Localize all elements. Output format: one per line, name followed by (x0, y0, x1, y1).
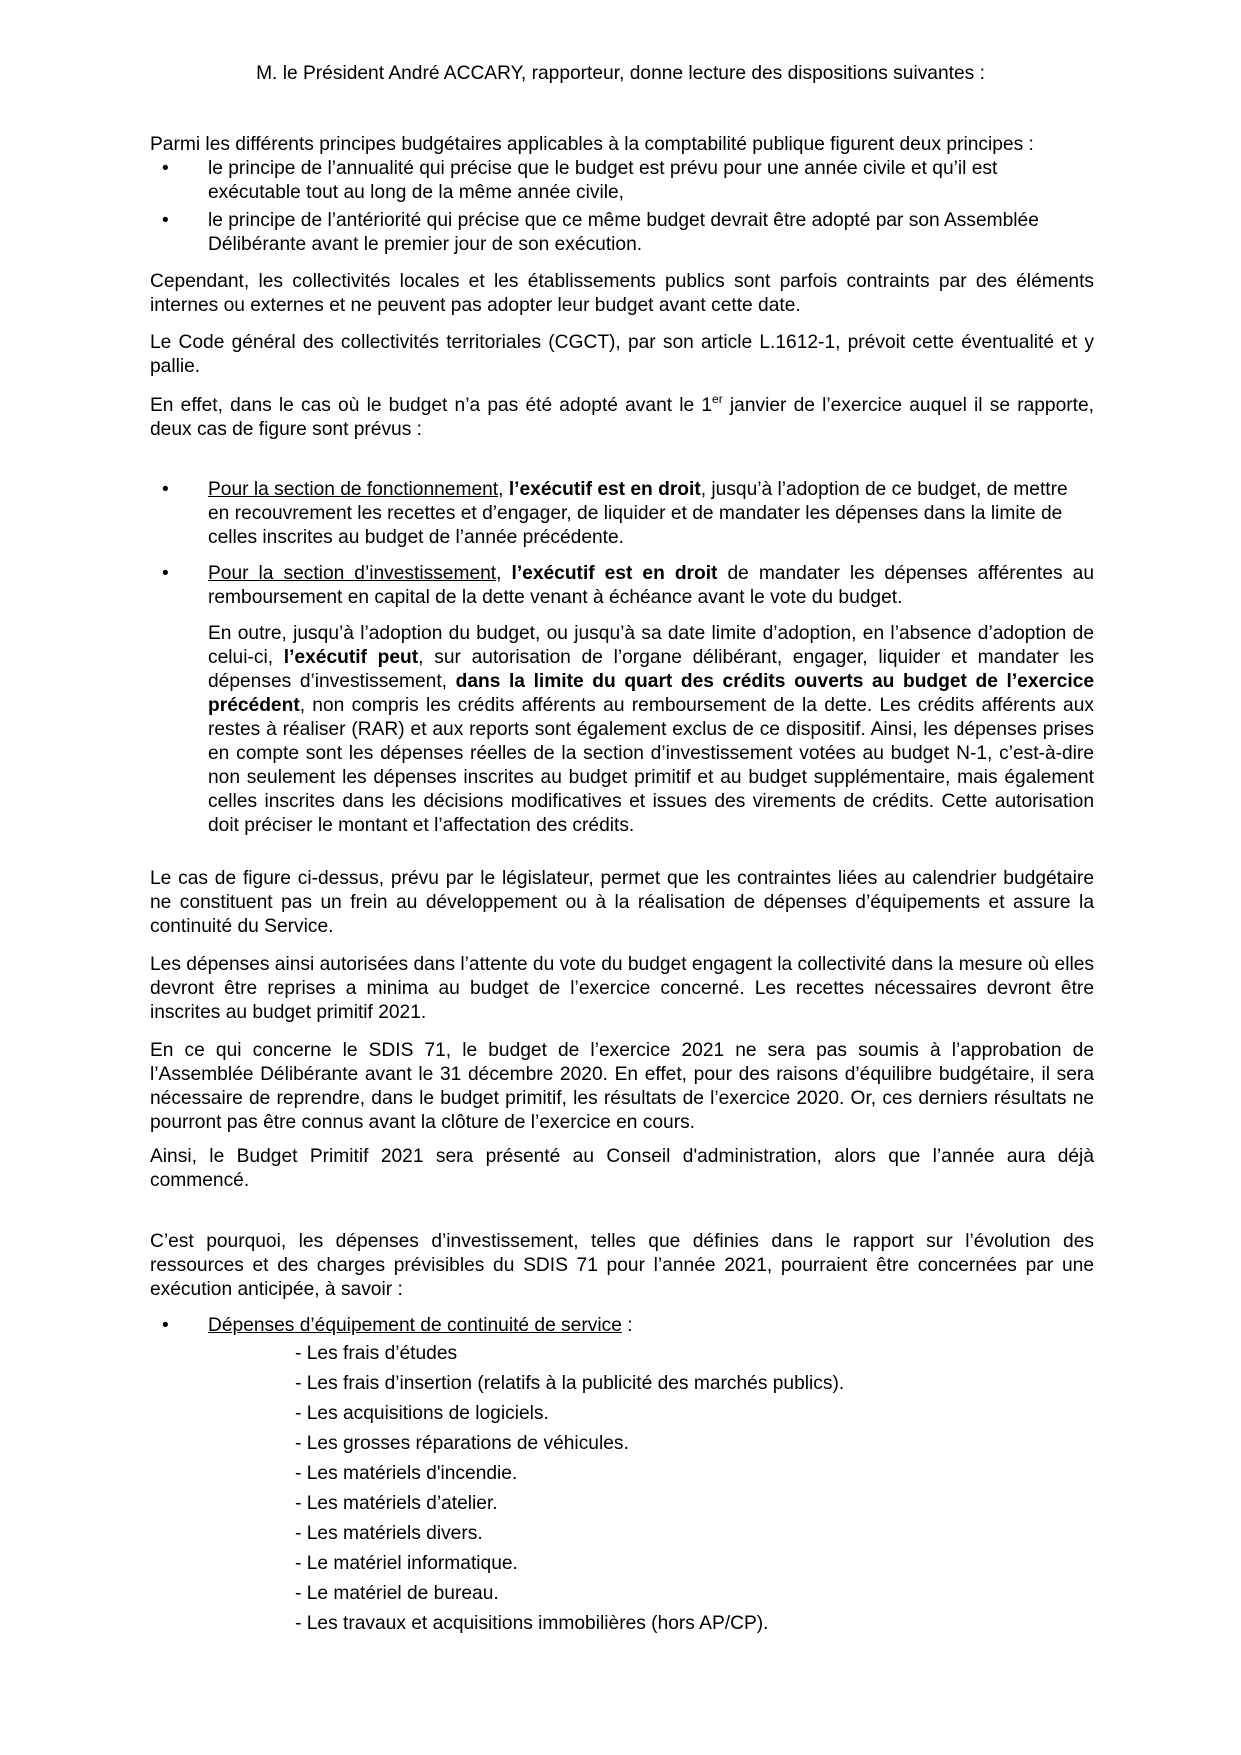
equipment-item: - Les grosses réparations de véhicules. (295, 1433, 629, 1454)
case-fonctionnement: Pour la section de fonctionnement, l’exécutif est en droit, jusqu’à l’adoption de ce budget, de mettre en recouvrement les recettes et d’engager, de liquider et de mandater les dépenses dans la limite de celles inscrites au budget de l’année précédente. (208, 479, 1068, 548)
paragraph-depenses-autorisees: Les dépenses ainsi autorisées dans l’attente du vote du budget engagent la collectivité dans la mesure où elles devront être reprises a minima au budget de l’exercice concerné. Les recettes nécessaires devront être inscrites au budget primitif 2021. (150, 954, 1095, 1023)
paragraph-principles-intro: Parmi les différents principes budgétaires applicables à la comptabilité publique figurent deux principes : (150, 134, 1034, 155)
principle-anteriorite: le principe de l’antériorité qui précise que ce même budget devrait être adopté par son Assemblée Délibérante avant le premier jour de son exécution. (208, 210, 1039, 255)
case-investissement: Pour la section d’investissement, l’exécutif est en droit de mandater les dépenses afférentes au remboursement en capital de la dette venant à échéance avant le vote du budget. (208, 563, 1094, 608)
equipment-item: - Les matériels d’atelier. (295, 1493, 498, 1514)
paragraph-cas-de-figure: Le cas de figure ci-dessus, prévu par le législateur, permet que les contraintes liées au calendrier budgétaire ne constituent pas un frein au développement ou à la réalisation de dépenses d’équipements et assure la continuité du Service. (150, 868, 1094, 937)
equipment-item: - Les frais d’études (295, 1343, 458, 1364)
equipment-heading: Dépenses d’équipement de continuité de service : (208, 1315, 633, 1336)
paragraph-cependant: Cependant, les collectivités locales et les établissements publics sont parfois contraints par des éléments internes ou externes et ne peuvent pas adopter leur budget avant cette date. (150, 271, 1094, 316)
bullet-icon: • (162, 479, 169, 500)
bullet-icon: • (162, 210, 169, 231)
paragraph-sdis71: En ce qui concerne le SDIS 71, le budget de l’exercice 2021 ne sera pas soumis à l’approbation de l’Assemblée Délibérante avant le 31 décembre 2020. En effet, pour des raisons d’équilibre budgétaire, il sera nécessaire de reprendre, dans le budget primitif, les résultats de l’exercice 2020. Or, ces derniers résultats ne pourront pas être connus avant la clôture de l’exercice en cours. (150, 1040, 1094, 1133)
equipment-item: - Le matériel de bureau. (295, 1583, 499, 1604)
equipment-item: - Les frais d’insertion (relatifs à la publicité des marchés publics). (295, 1373, 845, 1394)
equipment-item: - Le matériel informatique. (295, 1553, 518, 1574)
bullet-icon: • (162, 158, 169, 179)
bullet-icon: • (162, 563, 169, 584)
intro-line: M. le Président André ACCARY, rapporteur, donne lecture des dispositions suivantes : (256, 63, 985, 84)
equipment-item: - Les acquisitions de logiciels. (295, 1403, 549, 1424)
bullet-icon: • (162, 1315, 169, 1336)
equipment-item: - Les travaux et acquisitions immobilières (hors AP/CP). (295, 1613, 769, 1634)
paragraph-cest-pourquoi: C’est pourquoi, les dépenses d’investissement, telles que définies dans le rapport sur l’évolution des ressources et des charges prévisibles du SDIS 71 pour l’année 2021, pourraient être concernées par une exécution anticipée, à savoir : (150, 1231, 1094, 1300)
paragraph-ainsi: Ainsi, le Budget Primitif 2021 sera présenté au Conseil d'administration, alors que l’année aura déjà commencé. (150, 1146, 1094, 1191)
case-investissement-detail: En outre, jusqu’à l’adoption du budget, ou jusqu’à sa date limite d’adoption, en l’absence d’adoption de celui-ci, l’exécutif peut, sur autorisation de l’organe délibérant, engager, liquider et mandater les dépenses d’investissement, dans la limite du quart des crédits ouverts au budget de l’exercice précédent, non compris les crédits afférents au remboursement de la dette. Les crédits afférents aux restes à réaliser (RAR) et aux reports sont également exclus de ce dispositif. Ainsi, les dépenses prises en compte sont les dépenses réelles de la section d’investissement votées au budget N-1, c’est-à-dire non seulement les dépenses inscrites au budget primitif et au budget supplémentaire, mais également celles inscrites dans les décisions modificatives et issues des virements de crédits. Cette autorisation doit préciser le montant et l’affectation des crédits. (208, 623, 1094, 836)
equipment-item: - Les matériels d'incendie. (295, 1463, 518, 1484)
paragraph-cgct: Le Code général des collectivités territoriales (CGCT), par son article L.1612-1, prévoit cette éventualité et y pallie. (150, 332, 1094, 377)
equipment-item: - Les matériels divers. (295, 1523, 483, 1544)
paragraph-en-effet: En effet, dans le cas où le budget n’a pas été adopté avant le 1er janvier de l’exercice auquel il se rapporte, deux cas de figure sont prévus : (150, 392, 1094, 440)
principle-annualite: le principe de l’annualité qui précise que le budget est prévu pour une année civile et qu’il est exécutable tout au long de la même année civile, (208, 158, 998, 203)
